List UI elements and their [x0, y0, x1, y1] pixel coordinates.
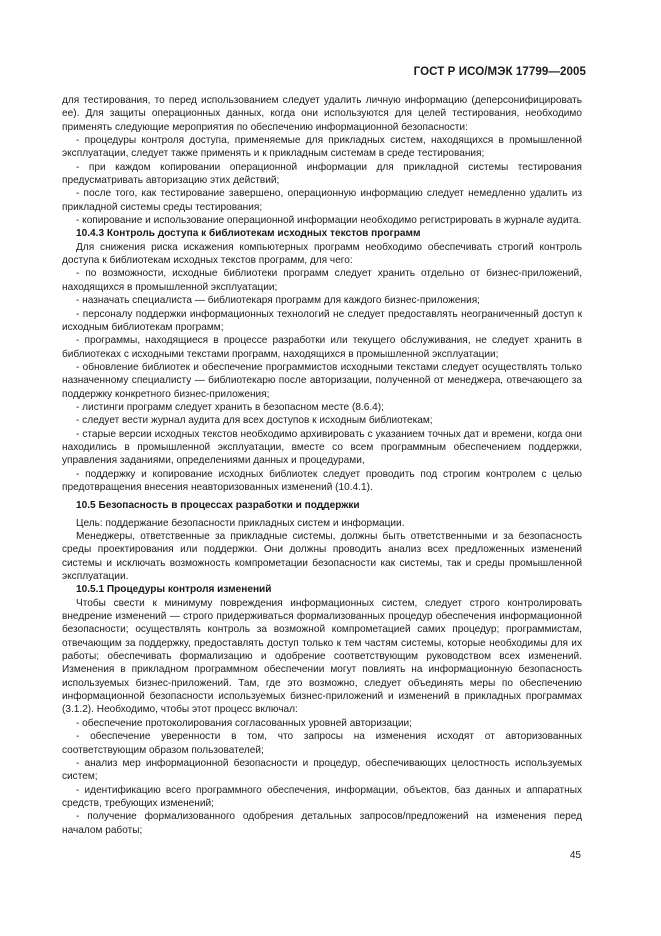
section-heading-10-4-3: 10.4.3 Контроль доступа к библиотекам исходных текстов программ [76, 228, 421, 240]
standard-code-header: ГОСТ Р ИСО/МЭК 17799—2005 [413, 66, 586, 78]
list-item: - процедуры контроля доступа, применяемые для прикладных систем, находящихся в промышленной эксплуатации, следует также применять и к прикладным системам в среде тестирования; [62, 135, 582, 160]
list-item: - по возможности, исходные библиотеки программ следует хранить отдельно от бизнес-приложений, находящихся в промышленной эксплуатации; [62, 268, 582, 293]
list-item: - назначать специалиста — библиотекаря программ для каждого бизнес-приложения; [76, 295, 480, 307]
list-item: - следует вести журнал аудита для всех доступов к исходным библиотекам; [76, 415, 433, 427]
list-item: - получение формализованного одобрения детальных запросов/предложений на изменения перед началом работы; [62, 811, 582, 836]
list-item: - старые версии исходных текстов необходимо архивировать с указанием точных дат и времени, когда они находились в промышленной эксплуатации, вместе со всем программным обеспечением поддержки, управления заданиями, определениями данных и процедурами, [62, 428, 582, 467]
list-item: - идентификацию всего программного обеспечения, информации, объектов, баз данных и аппаратных средств, требующих изменений; [62, 784, 582, 809]
list-item: - обеспечение уверенности в том, что запросы на изменения исходят от авторизованных соответствующим образом пользователей; [62, 731, 582, 756]
list-item: - копирование и использование операционной информации необходимо регистрировать в журнале аудита. [76, 215, 582, 227]
paragraph: Менеджеры, ответственные за прикладные системы, должны быть ответственными и за безопасность среды проектирования или поддержки. Они должны проводить анализ всех предложенных изменений системы и исключать возможность компрометации безопасности как системы, так и среды промышленной эксплуатации. [62, 531, 582, 583]
page-number: 45 [569, 850, 581, 861]
document-body [62, 94, 582, 837]
paragraph: Чтобы свести к минимуму повреждения информационных систем, следует строго контролировать внедрение изменений — строго придерживаться формализованных процедур обеспечения информационной безопасности; осуществлять контроль за возможной компрометацией самих процедур; программистам, отвечающим за поддержку, предоставлять доступ только к тем частям системы, которые необходимы для их работы; обеспечивать формализацию и одобрение соответствующим руководством всех изменений. Изменения в прикладном программном обеспечении могут повлиять на информационную безопасность используемых бизнес-приложений. Там, где это возможно, следует объединять меры по обеспечению информационной безопасности используемых бизнес-приложений и изменений в прикладных программах (3.1.2). Необходимо, чтобы этот процесс включал: [62, 597, 582, 716]
list-item: - программы, находящиеся в процессе разработки или текущего обслуживания, не следует хранить в библиотеках с исходными текстами программ, находящихся в промышленной эксплуатации; [62, 335, 582, 360]
paragraph: Цель: поддержание безопасности прикладных систем и информации. [76, 517, 405, 529]
paragraph: Для снижения риска искажения компьютерных программ необходимо обеспечивать строгий контроль доступа к библиотекам исходных текстов программ, для чего: [62, 241, 582, 267]
list-item: - поддержку и копирование исходных библиотек следует проводить под строгим контролем с целью предотвращения внесения неавторизованных изменений (10.4.1). [62, 468, 582, 493]
list-item: - листинги программ следует хранить в безопасном месте (8.6.4); [76, 401, 384, 413]
section-heading-10-5: 10.5 Безопасность в процессах разработки и поддержки [76, 500, 360, 512]
list-item: - анализ мер информационной безопасности и процедур, обеспечивающих целостность используемых систем; [62, 757, 582, 783]
list-item: - после того, как тестирование завершено, операционную информацию следует немедленно удалить из прикладной системы среды тестирования; [62, 188, 582, 213]
list-item: - обновление библиотек и обеспечение программистов исходными текстами следует осуществлять только назначенному специалисту — библиотекарю после авторизации, полученной от менеджера, отвечающего за поддержку конкретного бизнес-приложения; [62, 361, 582, 400]
paragraph: для тестирования, то перед использованием следует удалить личную информацию (деперсонифицировать ее). Для защиты операционных данных, когда они используются для целей тестирования, необходимо применять следующие мероприятия по обеспечению информационной безопасности: [62, 95, 582, 133]
list-item: - обеспечение протоколирования согласованных уровней авторизации; [76, 717, 412, 729]
section-heading-10-5-1: 10.5.1 Процедуры контроля изменений [76, 584, 272, 596]
list-item: - при каждом копировании операционной информации для прикладной системы тестирования предусматривать авторизацию этих действий; [62, 161, 582, 187]
list-item: - персоналу поддержки информационных технологий не следует предоставлять неограниченный доступ к исходным библиотекам программ; [62, 308, 582, 333]
